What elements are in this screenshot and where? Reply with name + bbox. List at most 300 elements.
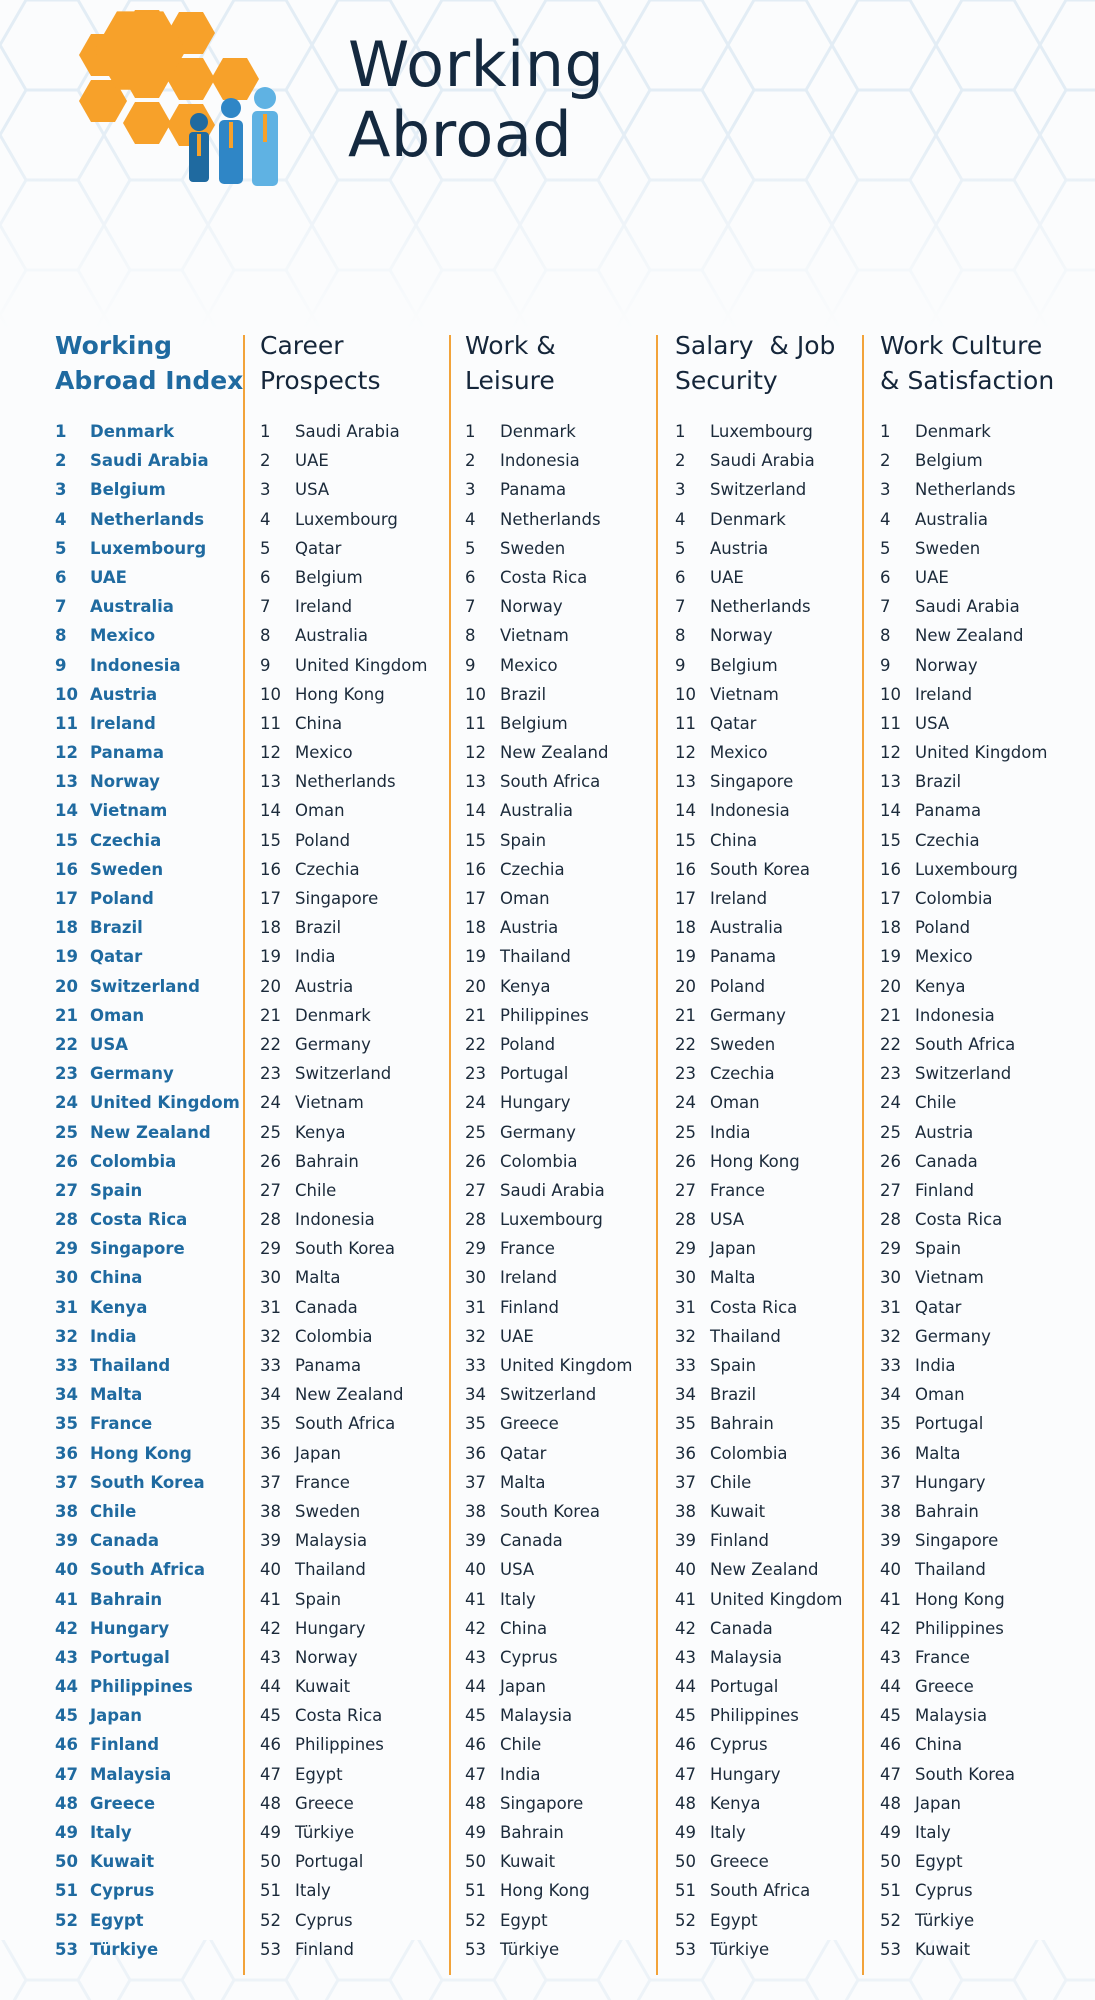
list-item — [465, 1001, 632, 1030]
rank-number: 27 — [675, 1180, 696, 1200]
rank-number: 32 — [260, 1326, 281, 1346]
ranking-list — [260, 417, 427, 1964]
list-item — [260, 884, 427, 913]
list-item — [260, 855, 427, 884]
country-name: United Kingdom — [710, 1589, 843, 1609]
list-item — [465, 1497, 632, 1526]
list-item — [260, 534, 427, 563]
list-item — [465, 1380, 632, 1409]
rank-number: 18 — [465, 918, 486, 938]
rank-number: 52 — [55, 1910, 78, 1930]
list-item — [465, 1205, 632, 1234]
rank-number: 11 — [260, 713, 281, 733]
list-item — [465, 446, 632, 475]
list-item — [260, 1730, 427, 1759]
rank-number: 5 — [260, 538, 271, 558]
country-name: Mexico — [915, 947, 973, 967]
rank-number: 35 — [880, 1414, 901, 1434]
country-name: South Korea — [295, 1239, 395, 1259]
rank-number: 27 — [465, 1180, 486, 1200]
country-name: Qatar — [710, 713, 757, 733]
rank-number: 14 — [675, 801, 696, 821]
list-item — [880, 884, 1047, 913]
rank-number: 12 — [675, 743, 696, 763]
column-title-line-1: Work & — [465, 331, 556, 360]
rank-number: 22 — [465, 1034, 486, 1054]
rank-number: 17 — [260, 889, 281, 908]
country-name: Sweden — [500, 538, 566, 558]
list-item — [675, 1263, 842, 1292]
list-item — [260, 1760, 427, 1789]
rank-number: 49 — [55, 1823, 78, 1842]
list-item — [260, 1701, 427, 1730]
country-name: Türkiye — [710, 1939, 770, 1959]
country-name: Portugal — [915, 1414, 984, 1434]
rank-number: 26 — [55, 1151, 78, 1171]
country-name: Hungary — [710, 1764, 781, 1784]
country-name: Austria — [500, 918, 559, 938]
list-item — [675, 1760, 842, 1789]
country-name: Qatar — [90, 947, 143, 967]
list-item — [675, 884, 842, 913]
country-name: India — [90, 1326, 137, 1346]
list-item — [465, 1789, 632, 1818]
rank-number: 2 — [880, 451, 891, 471]
country-name: Hong Kong — [500, 1881, 590, 1901]
country-name: India — [915, 1356, 956, 1375]
country-name: Japan — [295, 1443, 342, 1463]
list-item — [880, 563, 1047, 592]
list-item — [260, 1293, 427, 1322]
country-name: Ireland — [710, 889, 768, 908]
rank-number: 33 — [465, 1356, 486, 1375]
rank-number: 11 — [465, 713, 486, 733]
rank-number: 28 — [55, 1210, 78, 1230]
list-item — [465, 417, 632, 446]
country-name: Germany — [90, 1064, 174, 1084]
list-item — [55, 1614, 240, 1643]
list-item — [55, 1789, 240, 1818]
rank-number: 43 — [675, 1647, 696, 1667]
rank-number: 6 — [465, 567, 476, 587]
list-item — [675, 796, 842, 825]
country-name: Switzerland — [710, 480, 807, 500]
rank-number: 7 — [880, 597, 891, 617]
rank-number: 37 — [880, 1472, 901, 1492]
column-title — [260, 328, 475, 398]
rank-number: 26 — [465, 1151, 486, 1171]
country-name: Brazil — [710, 1385, 757, 1405]
rank-number: 40 — [55, 1560, 78, 1580]
list-item — [260, 913, 427, 942]
country-name: Italy — [710, 1823, 746, 1842]
list-item — [260, 1555, 427, 1584]
rank-number: 15 — [260, 830, 281, 850]
country-name: Malaysia — [90, 1764, 172, 1784]
rank-number: 38 — [465, 1501, 486, 1521]
list-item — [880, 1497, 1047, 1526]
list-item — [880, 1380, 1047, 1409]
list-item — [465, 563, 632, 592]
list-item — [880, 738, 1047, 767]
country-name: Egypt — [915, 1852, 963, 1872]
list-item — [260, 1935, 427, 1964]
rank-number: 33 — [260, 1356, 281, 1375]
list-item — [465, 1322, 632, 1351]
list-item — [675, 1555, 842, 1584]
country-name: Malaysia — [710, 1647, 783, 1667]
country-name: Costa Rica — [90, 1210, 188, 1230]
rank-number: 39 — [675, 1531, 696, 1551]
rank-number: 24 — [465, 1093, 486, 1113]
country-name: Mexico — [295, 743, 353, 763]
rank-number: 48 — [675, 1793, 696, 1813]
country-name: Qatar — [500, 1443, 547, 1463]
rank-number: 31 — [675, 1297, 696, 1317]
list-item — [675, 1380, 842, 1409]
country-name: Finland — [710, 1531, 769, 1551]
rank-number: 37 — [465, 1472, 486, 1492]
country-name: Canada — [90, 1531, 160, 1551]
list-item — [55, 1176, 240, 1205]
country-name: Mexico — [90, 626, 156, 646]
country-name: Panama — [500, 480, 567, 500]
rank-number: 39 — [880, 1531, 901, 1551]
rank-number: 46 — [55, 1735, 78, 1755]
country-name: Switzerland — [295, 1064, 392, 1084]
list-item — [260, 1322, 427, 1351]
rank-number: 10 — [880, 684, 901, 704]
country-name: Bahrain — [710, 1414, 774, 1434]
list-item — [465, 1293, 632, 1322]
list-item — [675, 1322, 842, 1351]
rank-number: 11 — [675, 713, 696, 733]
country-name: Kenya — [710, 1793, 761, 1813]
country-name: Luxembourg — [710, 422, 813, 441]
list-item — [465, 475, 632, 504]
list-item — [675, 738, 842, 767]
list-item — [55, 1263, 240, 1292]
rank-number: 46 — [880, 1735, 901, 1755]
rank-number: 42 — [675, 1618, 696, 1638]
list-item — [260, 1001, 427, 1030]
list-item — [675, 855, 842, 884]
rank-number: 6 — [880, 567, 891, 587]
country-name: Kuwait — [500, 1852, 556, 1872]
country-name: Indonesia — [295, 1210, 375, 1230]
list-item — [55, 1526, 240, 1555]
country-name: Bahrain — [500, 1823, 564, 1842]
list-item — [55, 1468, 240, 1497]
list-item — [55, 1906, 240, 1935]
list-item — [675, 1643, 842, 1672]
rank-number: 15 — [880, 830, 901, 850]
rank-number: 36 — [55, 1443, 78, 1463]
country-name: Singapore — [915, 1531, 999, 1551]
list-item — [880, 592, 1047, 621]
rank-number: 50 — [260, 1852, 281, 1872]
rank-number: 50 — [465, 1852, 486, 1872]
country-name: Norway — [500, 597, 563, 617]
country-name: Thailand — [710, 1326, 781, 1346]
rank-number: 39 — [55, 1531, 78, 1551]
column-title-line-1: Work Culture — [880, 331, 1043, 360]
country-name: Oman — [915, 1385, 965, 1405]
rank-number: 8 — [55, 626, 67, 646]
list-item — [880, 1789, 1047, 1818]
country-name: France — [90, 1414, 153, 1434]
country-name: Spain — [295, 1589, 342, 1609]
column-work-culture-satisfaction — [880, 325, 1080, 1965]
list-item — [55, 505, 240, 534]
rank-number: 17 — [675, 889, 696, 908]
country-name: Denmark — [915, 422, 991, 441]
rank-number: 42 — [465, 1618, 486, 1638]
list-item — [55, 1409, 240, 1438]
country-name: Brazil — [915, 772, 962, 792]
rank-number: 45 — [675, 1706, 696, 1726]
rank-number: 14 — [880, 801, 901, 821]
rank-number: 51 — [465, 1881, 486, 1901]
country-name: Canada — [915, 1151, 978, 1171]
country-name: Singapore — [710, 772, 794, 792]
rank-number: 5 — [55, 538, 67, 558]
rank-number: 12 — [880, 743, 901, 763]
list-item — [675, 1935, 842, 1964]
list-item — [55, 1234, 240, 1263]
country-name: South Korea — [90, 1472, 205, 1492]
rank-number: 2 — [55, 451, 67, 471]
list-item — [880, 505, 1047, 534]
rank-number: 19 — [55, 947, 78, 967]
country-name: United Kingdom — [295, 655, 428, 675]
rank-number: 41 — [880, 1589, 901, 1609]
country-name: Brazil — [90, 918, 143, 938]
country-name: Vietnam — [500, 626, 569, 646]
list-item — [55, 709, 240, 738]
list-item — [880, 1585, 1047, 1614]
list-item — [880, 1293, 1047, 1322]
country-name: Belgium — [90, 480, 166, 500]
rank-number: 40 — [880, 1560, 901, 1580]
list-item — [260, 767, 427, 796]
list-item — [465, 1234, 632, 1263]
rank-number: 41 — [465, 1589, 486, 1609]
rank-number: 25 — [880, 1122, 901, 1142]
list-item — [880, 1847, 1047, 1876]
list-item — [675, 1789, 842, 1818]
rank-number: 37 — [675, 1472, 696, 1492]
country-name: Ireland — [915, 684, 973, 704]
country-name: Chile — [295, 1180, 337, 1200]
rank-number: 15 — [465, 830, 486, 850]
list-item — [465, 1876, 632, 1905]
rank-number: 33 — [880, 1356, 901, 1375]
list-item — [465, 651, 632, 680]
rank-number: 1 — [675, 422, 686, 441]
rank-number: 27 — [880, 1180, 901, 1200]
column-title-line-1: Working — [55, 331, 173, 360]
rank-number: 12 — [55, 743, 78, 763]
list-item — [465, 942, 632, 971]
country-name: Italy — [295, 1881, 331, 1901]
country-name: Ireland — [90, 713, 156, 733]
country-name: China — [710, 830, 758, 850]
list-item — [55, 1439, 240, 1468]
rank-number: 10 — [675, 684, 696, 704]
country-name: Poland — [710, 976, 766, 996]
list-item — [880, 855, 1047, 884]
list-item — [260, 563, 427, 592]
rank-number: 9 — [55, 655, 67, 675]
list-item — [260, 738, 427, 767]
rank-number: 48 — [880, 1793, 901, 1813]
rank-number: 23 — [465, 1064, 486, 1084]
country-name: South Africa — [90, 1560, 206, 1580]
country-name: Kuwait — [710, 1501, 766, 1521]
list-item — [465, 1555, 632, 1584]
country-name: South Africa — [710, 1881, 811, 1901]
list-item — [880, 1147, 1047, 1176]
country-name: Vietnam — [710, 684, 779, 704]
list-item — [675, 1876, 842, 1905]
list-item — [880, 680, 1047, 709]
column-title — [880, 328, 1095, 398]
country-name: Greece — [500, 1414, 559, 1434]
column-salary-job-security — [675, 325, 865, 1965]
list-item — [260, 1643, 427, 1672]
country-name: Costa Rica — [915, 1210, 1003, 1230]
rank-number: 38 — [675, 1501, 696, 1521]
ranking-list — [880, 417, 1047, 1964]
column-title — [675, 328, 890, 398]
rank-number: 20 — [880, 976, 901, 996]
country-name: Malaysia — [295, 1531, 368, 1551]
list-item — [880, 1409, 1047, 1438]
country-name: Colombia — [710, 1443, 788, 1463]
rank-number: 53 — [55, 1939, 78, 1959]
rank-number: 16 — [675, 859, 696, 879]
list-item — [465, 855, 632, 884]
list-item — [675, 1147, 842, 1176]
list-item — [675, 1118, 842, 1147]
country-name: Greece — [710, 1852, 769, 1872]
country-name: Chile — [500, 1735, 542, 1755]
country-name: Singapore — [295, 889, 379, 908]
country-name: Türkiye — [90, 1939, 159, 1959]
rank-number: 37 — [55, 1472, 78, 1492]
list-item — [260, 621, 427, 650]
country-name: USA — [90, 1034, 129, 1054]
list-item — [465, 913, 632, 942]
country-name: Denmark — [710, 509, 786, 529]
column-title — [55, 328, 270, 398]
list-item — [465, 1585, 632, 1614]
country-name: Hong Kong — [710, 1151, 800, 1171]
country-name: Greece — [295, 1793, 354, 1813]
country-name: France — [500, 1239, 555, 1259]
rank-number: 25 — [675, 1122, 696, 1142]
country-name: Austria — [915, 1122, 974, 1142]
list-item — [55, 1293, 240, 1322]
list-item — [880, 1263, 1047, 1292]
country-name: Czechia — [710, 1064, 775, 1084]
country-name: Colombia — [90, 1151, 177, 1171]
country-name: Czechia — [90, 830, 162, 850]
rank-number: 41 — [55, 1589, 78, 1609]
list-item — [260, 680, 427, 709]
rank-number: 40 — [675, 1560, 696, 1580]
country-name: Poland — [90, 889, 154, 908]
country-name: Vietnam — [915, 1268, 984, 1288]
rank-number: 49 — [675, 1823, 696, 1842]
list-item — [675, 972, 842, 1001]
country-name: Saudi Arabia — [295, 422, 400, 441]
country-name: Malaysia — [915, 1706, 988, 1726]
page-title-line-1: Working — [348, 28, 605, 101]
rank-number: 43 — [260, 1647, 281, 1667]
rank-number: 51 — [55, 1881, 78, 1901]
country-name: Mexico — [500, 655, 558, 675]
rank-number: 31 — [55, 1297, 78, 1317]
rank-number: 30 — [880, 1268, 901, 1288]
country-name: Netherlands — [710, 597, 811, 617]
list-item — [55, 796, 240, 825]
list-item — [675, 942, 842, 971]
rank-number: 45 — [260, 1706, 281, 1726]
list-item — [675, 1030, 842, 1059]
rank-number: 36 — [675, 1443, 696, 1463]
country-name: Finland — [500, 1297, 559, 1317]
country-name: Colombia — [915, 889, 993, 908]
list-item — [465, 1672, 632, 1701]
rank-number: 44 — [55, 1677, 78, 1697]
rankings-columns — [0, 325, 1095, 1975]
country-name: Ireland — [295, 597, 353, 617]
rank-number: 24 — [55, 1093, 78, 1113]
list-item — [55, 534, 240, 563]
country-name: Poland — [500, 1034, 556, 1054]
country-name: Vietnam — [90, 801, 168, 821]
list-item — [880, 1059, 1047, 1088]
country-name: UAE — [295, 451, 329, 471]
list-item — [260, 1526, 427, 1555]
column-working-abroad-index — [55, 325, 244, 1965]
rank-number: 35 — [675, 1414, 696, 1434]
list-item — [880, 1234, 1047, 1263]
rank-number: 18 — [675, 918, 696, 938]
rank-number: 10 — [260, 684, 281, 704]
country-name: Kenya — [90, 1297, 148, 1317]
rank-number: 42 — [55, 1618, 78, 1638]
rank-number: 3 — [880, 480, 891, 500]
list-item — [465, 738, 632, 767]
list-item — [465, 884, 632, 913]
rank-number: 38 — [260, 1501, 281, 1521]
list-item — [55, 475, 240, 504]
list-item — [465, 1847, 632, 1876]
country-name: Indonesia — [710, 801, 790, 821]
country-name: Belgium — [710, 655, 778, 675]
country-name: Hungary — [915, 1472, 986, 1492]
rank-number: 29 — [675, 1239, 696, 1259]
column-career-prospects — [260, 325, 445, 1965]
rank-number: 20 — [260, 976, 281, 996]
country-name: New Zealand — [500, 743, 609, 763]
country-name: Hong Kong — [90, 1443, 192, 1463]
rank-number: 17 — [880, 889, 901, 908]
rank-number: 35 — [55, 1414, 78, 1434]
